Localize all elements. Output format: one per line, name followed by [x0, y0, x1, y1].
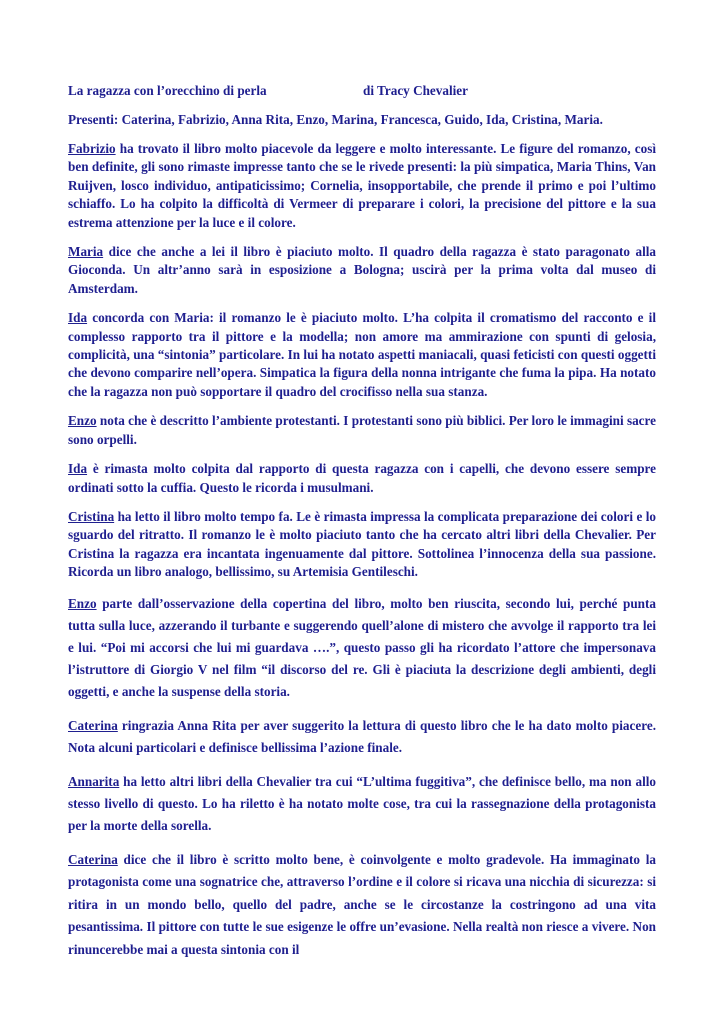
paragraph-text: ha trovato il libro molto piacevole da leggere e molto interessante. Le figure del romanzo, così ben definite, gli sono rimaste impresse tanto che se le rivede presenti: la più simpatica, Maria Thins, Van Ruijven, losco individuo, antipaticissimo; Cornelia, insopportabile, che prende il primo e poi l’ultimo schiaffo. Lo ha colpito la difficoltà di Vermeer di preparare i colori, la precisione del pittore e la sua estrema attenzione per la luce e il colore.	[68, 141, 656, 230]
paragraph-enzo-2	[68, 593, 656, 703]
paragraph-annarita	[68, 771, 656, 837]
paragraph-text: dice che anche a lei il libro è piaciuto molto. Il quadro della ragazza è stato paragonato alla Gioconda. Un altr’anno sarà in esposizione a Bologna; uscirà per la prima volta dal museo di Amsterdam.	[68, 244, 656, 296]
paragraph-caterina	[68, 715, 656, 759]
paragraph-fabrizio	[68, 140, 656, 232]
paragraph-text: nota che è descritto l’ambiente protestanti. I protestanti sono più biblici. Per loro le immagini sacre sono orpelli.	[68, 413, 656, 447]
paragraph-text: dice che il libro è scritto molto bene, è coinvolgente e molto gradevole. Ha immaginato la protagonista come una sognatrice che, attraverso l’ordine e il colore si ricava una nicchia di sicurezza: si ritira in un mondo bello, quello del padre, anche se le circostanze la costringono ad una vita pesantissima. Il pittore con tutte le sue esigenze le offre un’evasione. Nella realtà non riesce a vivere. Non rinuncerebbe mai a questa sintonia con il	[68, 851, 656, 957]
speaker-name: Ida	[68, 310, 88, 326]
paragraph-text: è rimasta molto colpita dal rapporto di questa ragazza con i capelli, che devono essere sempre ordinati sotto la cuffia. Questo le ricorda i musulmani.	[68, 461, 656, 495]
speaker-name: Enzo	[68, 413, 97, 429]
document-page	[68, 82, 656, 973]
paragraph-text: ringrazia Anna Rita per aver suggerito la lettura di questo libro che le ha dato molto piacere. Nota alcuni particolari e definisce bellissima l’azione finale.	[68, 717, 656, 755]
paragraph-text: ha letto il libro molto tempo fa. Le è rimasta impressa la complicata preparazione dei colori e lo sguardo del ritratto. Il romanzo le è molto piaciuto tanto che ha cercato altri libri della Chevalier. Per Cristina la ragazza era incantata ingenuamente dal pittore. Sottolinea l’innocenza della sua passione. Ricorda un libro analogo, bellissimo, su Artemisia Gentileschi.	[68, 508, 656, 580]
speaker-name: Annarita	[68, 773, 120, 789]
paragraph-caterina-2	[68, 849, 656, 962]
paragraph-cristina	[68, 508, 656, 582]
paragraph-enzo	[68, 412, 656, 449]
attendees-line: Presenti: Caterina, Fabrizio, Anna Rita, Enzo, Marina, Francesca, Guido, Ida, Cristina, Maria.	[68, 112, 603, 127]
speaker-name: Fabrizio	[68, 141, 116, 156]
speaker-name: Ida	[68, 461, 88, 477]
speaker-name: Maria	[68, 244, 104, 260]
paragraph-text: ha letto altri libri della Chevalier tra cui “L’ultima fuggitiva”, che definisce bello, ma non allo stesso livello di questo. Lo ha riletto è ha notato molte cose, tra cui la rassegnazione della protagonista per la morte della sorella.	[68, 773, 656, 833]
paragraph-ida-2	[68, 460, 656, 497]
speaker-name: Caterina	[68, 851, 118, 867]
document-header	[68, 82, 656, 100]
paragraph-text: concorda con Maria: il romanzo le è piaciuto molto. L’ha colpita il cromatismo del racconto e il complesso rapporto tra il pittore e la modella; non amore ma ammirazione con spunti di gelosia, complicità, una “sintonia” particolare. In lui ha notato aspetti maniacali, quasi feticisti con questi oggetti che devono comparire nell’opera. Simpatica la figura della nonna intrigante che fuma la pipa. Ha notato che la ragazza non può sopportare il quadro del crocifisso nella sua stanza.	[68, 310, 656, 399]
paragraph-text: parte dall’osservazione della copertina del libro, molto ben riuscita, secondo lui, perché punta tutta sulla luce, azzerando il turbante e suggerendo quell’alone di mistero che avvolge il rapporto tra lei e lui. “Poi mi accorsi che lui mi guardava ….”, questo passo gli ha ricordato l’attore che impersonava l’istruttore di Giorgio V nel film “il discorso del re. Gli è piaciuta la descrizione degli ambienti, degli oggetti, e anche la suspense della storia.	[68, 595, 656, 699]
speaker-name: Caterina	[68, 717, 118, 733]
speaker-name: Enzo	[68, 595, 97, 611]
book-title: La ragazza con l’orecchino di perla	[68, 83, 267, 98]
paragraph-maria	[68, 243, 656, 298]
book-author: di Tracy Chevalier	[363, 83, 468, 98]
speaker-name: Cristina	[68, 508, 115, 524]
paragraph-ida	[68, 309, 656, 401]
